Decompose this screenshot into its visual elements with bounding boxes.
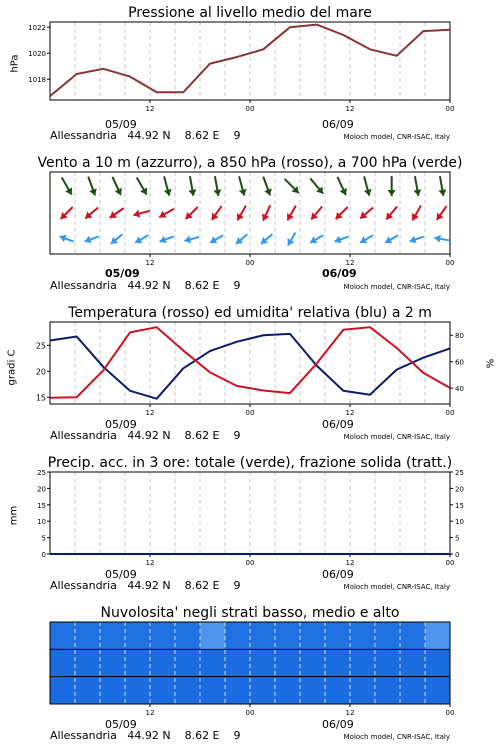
wind-700-arrow [239, 176, 247, 195]
cloud-cell [175, 677, 201, 704]
wind-10m-arrow [135, 235, 148, 243]
wind-850-arrow [159, 209, 174, 218]
wind-panel [0, 150, 500, 300]
cloud-cell [50, 677, 76, 704]
wind-location: Allessandria 44.92 N 8.62 E 9 [50, 279, 241, 292]
precip-ytick-label-right: 0 [455, 551, 460, 559]
precip-title: Precip. acc. in 3 ore: totale (verde), frazione solida (tratt.) [47, 455, 453, 471]
cloud-cell [150, 649, 176, 676]
pressure-xtick-label: 12 [145, 105, 155, 113]
precip-chart [0, 450, 500, 600]
precip-credit: Moloch model, CNR-ISAC, Italy [343, 583, 450, 591]
cloud-cell [350, 622, 376, 649]
wind-10m-arrow [236, 234, 247, 244]
precip-xtick-label: 12 [145, 559, 155, 567]
wind-850-arrow [262, 205, 270, 220]
cloud-cell [425, 649, 451, 676]
cloud-cell [175, 622, 201, 649]
wind-date-1: 05/09 [105, 267, 140, 280]
cloud-cell [300, 622, 326, 649]
temp-ytick-label-left: 25 [35, 341, 46, 351]
cloud-cell [50, 649, 76, 676]
temp-ytick-label-left: 15 [35, 393, 46, 403]
wind-date-2: 06/09 [322, 267, 357, 280]
wind-850-arrow [61, 207, 73, 219]
cloud-cell [325, 649, 351, 676]
cloud-cell [225, 622, 251, 649]
cloud-xtick-label: 00 [245, 709, 255, 717]
cloud-cell [125, 649, 151, 676]
wind-700-arrow [62, 177, 72, 194]
temp-date-2: 06/09 [322, 418, 354, 431]
wind-850-arrow [287, 206, 296, 221]
pressure-location: Allessandria 44.92 N 8.62 E 9 [50, 129, 241, 142]
wind-700-arrow [88, 177, 97, 196]
wind-10m-arrow [434, 235, 449, 243]
wind-700-arrow [137, 177, 147, 194]
cloud-cell [75, 649, 101, 676]
pressure-date-1: 05/09 [105, 118, 137, 131]
wind-10m-arrow [310, 235, 323, 243]
pressure-title: Pressione al livello medio del mare [128, 5, 372, 21]
cloud-xtick-label: 00 [445, 709, 455, 717]
wind-850-arrow [412, 206, 421, 221]
precip-ytick-label-left: 0 [41, 551, 46, 559]
pressure-credit: Moloch model, CNR-ISAC, Italy [343, 133, 450, 141]
cloud-cell [375, 622, 401, 649]
cloud-cell [425, 677, 451, 704]
cloud-cell [300, 677, 326, 704]
cloud-cell [150, 677, 176, 704]
precip-ytick-label-right: 25 [455, 469, 464, 477]
cloud-cell [275, 622, 301, 649]
cloud-cell [100, 649, 126, 676]
wind-700-arrow [310, 178, 323, 193]
wind-10m-arrow [261, 234, 272, 244]
cloud-credit: Moloch model, CNR-ISAC, Italy [343, 733, 450, 741]
cloud-cell [375, 677, 401, 704]
cloud-cell [400, 649, 426, 676]
cloud-cell [300, 649, 326, 676]
wind-850-arrow [85, 208, 98, 219]
wind-850-arrow [212, 206, 222, 220]
wind-xtick-label: 12 [345, 259, 355, 267]
pressure-ytick-label: 1020 [28, 50, 46, 59]
temp-ytick-label-right: 80 [455, 332, 464, 341]
wind-700-arrow [364, 176, 372, 195]
wind-850-arrow [336, 207, 348, 219]
cloud-cell [50, 622, 76, 649]
cloud-cell [150, 622, 176, 649]
pressure-panel [0, 0, 500, 150]
cloud-chart [0, 600, 500, 750]
wind-850-arrow [186, 207, 198, 219]
cloud-title: Nuvolosita' negli strati basso, medio e alto [100, 605, 400, 621]
cloud-date-2: 06/09 [322, 718, 354, 731]
temp-location: Allessandria 44.92 N 8.62 E 9 [50, 429, 241, 442]
wind-chart [0, 150, 500, 300]
cloud-cell [250, 622, 276, 649]
wind-xtick-label: 12 [145, 259, 155, 267]
precip-ytick-label-left: 25 [37, 469, 46, 477]
cloud-cell [100, 677, 126, 704]
pressure-chart [0, 0, 500, 150]
wind-10m-arrow [287, 233, 295, 246]
pressure-xtick-label: 00 [245, 105, 255, 113]
temp-xtick-label: 00 [445, 409, 455, 417]
precip-ytick-label-left: 15 [37, 501, 46, 510]
precip-ytick-label-left: 20 [37, 485, 46, 494]
wind-700-arrow [263, 177, 272, 196]
cloud-cell [350, 649, 376, 676]
cloud-cell [200, 649, 226, 676]
cloud-panel [0, 600, 500, 750]
wind-850-arrow [437, 206, 447, 220]
cloud-cell [375, 649, 401, 676]
precip-xtick-label: 00 [445, 559, 455, 567]
cloud-cell [225, 677, 251, 704]
wind-10m-arrow [385, 235, 398, 243]
precip-date-2: 06/09 [322, 568, 354, 581]
temp-ytick-label-right: 40 [455, 385, 464, 394]
precip-date-1: 05/09 [105, 568, 137, 581]
cloud-cell [200, 677, 226, 704]
wind-700-arrow [188, 176, 196, 196]
precip-ytick-label-right: 10 [455, 518, 464, 527]
precip-ytick-label-right: 5 [455, 534, 460, 543]
cloud-cell [325, 622, 351, 649]
wind-850-arrow [311, 206, 322, 219]
wind-850-arrow [237, 206, 246, 221]
pressure-date-2: 06/09 [322, 118, 354, 131]
precip-ytick-label-left: 5 [41, 534, 46, 543]
wind-10m-arrow [360, 235, 373, 243]
pressure-ytick-label: 1022 [28, 24, 46, 33]
wind-850-arrow [133, 210, 149, 218]
cloud-cell [225, 649, 251, 676]
cloud-cell [425, 622, 451, 649]
temp-ylabel-right: % [485, 358, 497, 369]
temp-ytick-label-right: 60 [455, 358, 464, 367]
wind-10m-arrow [160, 236, 174, 244]
precip-panel [0, 450, 500, 600]
cloud-cell [400, 622, 426, 649]
temp-title: Temperatura (rosso) ed umidita' relativa (blu) a 2 m [68, 305, 432, 321]
wind-850-arrow [386, 206, 397, 219]
precip-xtick-label: 00 [245, 559, 255, 567]
cloud-cell [100, 622, 126, 649]
temp-credit: Moloch model, CNR-ISAC, Italy [343, 433, 450, 441]
pressure-ylabel: hPa [9, 54, 21, 73]
wind-700-arrow [164, 176, 172, 195]
cloud-cell [200, 622, 226, 649]
cloud-xtick-label: 12 [345, 709, 355, 717]
precip-ytick-label-right: 20 [455, 485, 464, 494]
cloud-cell [75, 677, 101, 704]
wind-title: Vento a 10 m (azzurro), a 850 hPa (rosso), a 700 hPa (verde) [37, 155, 463, 171]
temp-ytick-label-left: 20 [35, 367, 46, 377]
cloud-date-1: 05/09 [105, 718, 137, 731]
wind-10m-arrow [60, 235, 74, 243]
cloud-cell [275, 677, 301, 704]
temp-xtick-label: 12 [145, 409, 155, 417]
wind-xtick-label: 00 [445, 259, 455, 267]
wind-700-arrow [337, 177, 347, 195]
temp-xtick-label: 00 [245, 409, 255, 417]
cloud-cell [250, 649, 276, 676]
wind-10m-arrow [184, 236, 198, 244]
wind-700-arrow [285, 179, 299, 193]
wind-850-arrow [360, 208, 373, 219]
cloud-cell [125, 622, 151, 649]
temp-frame [50, 322, 450, 404]
cloud-cell [250, 677, 276, 704]
wind-10m-arrow [410, 236, 424, 244]
cloud-cell [75, 622, 101, 649]
temp-panel [0, 300, 500, 450]
wind-10m-arrow [85, 236, 99, 244]
wind-10m-arrow [335, 236, 349, 244]
temp-chart [0, 300, 500, 450]
cloud-cell [125, 677, 151, 704]
wind-credit: Moloch model, CNR-ISAC, Italy [343, 283, 450, 291]
wind-700-arrow [438, 176, 446, 196]
wind-700-arrow [413, 176, 421, 196]
wind-850-arrow [110, 208, 124, 218]
temp-ylabel-left: gradi C [6, 349, 18, 386]
pressure-xtick-label: 12 [345, 105, 355, 113]
precip-frame [50, 472, 450, 554]
precip-ytick-label-right: 15 [455, 501, 464, 510]
wind-700-arrow [388, 176, 396, 196]
cloud-xtick-label: 12 [145, 709, 155, 717]
precip-ytick-label-left: 10 [37, 518, 46, 527]
wind-700-arrow [213, 176, 221, 196]
wind-700-arrow [112, 177, 122, 195]
pressure-ytick-label: 1018 [28, 76, 46, 85]
pressure-xtick-label: 00 [445, 105, 455, 113]
precip-xtick-label: 12 [345, 559, 355, 567]
wind-10m-arrow [111, 234, 122, 244]
temp-date-1: 05/09 [105, 418, 137, 431]
cloud-cell [175, 649, 201, 676]
cloud-cell [325, 677, 351, 704]
precip-ylabel: mm [8, 505, 20, 526]
wind-10m-arrow [210, 235, 223, 243]
cloud-location: Allessandria 44.92 N 8.62 E 9 [50, 729, 241, 742]
precip-location: Allessandria 44.92 N 8.62 E 9 [50, 579, 241, 592]
cloud-cell [350, 677, 376, 704]
cloud-cell [400, 677, 426, 704]
temp-xtick-label: 12 [345, 409, 355, 417]
wind-xtick-label: 00 [245, 259, 255, 267]
cloud-cell [275, 649, 301, 676]
